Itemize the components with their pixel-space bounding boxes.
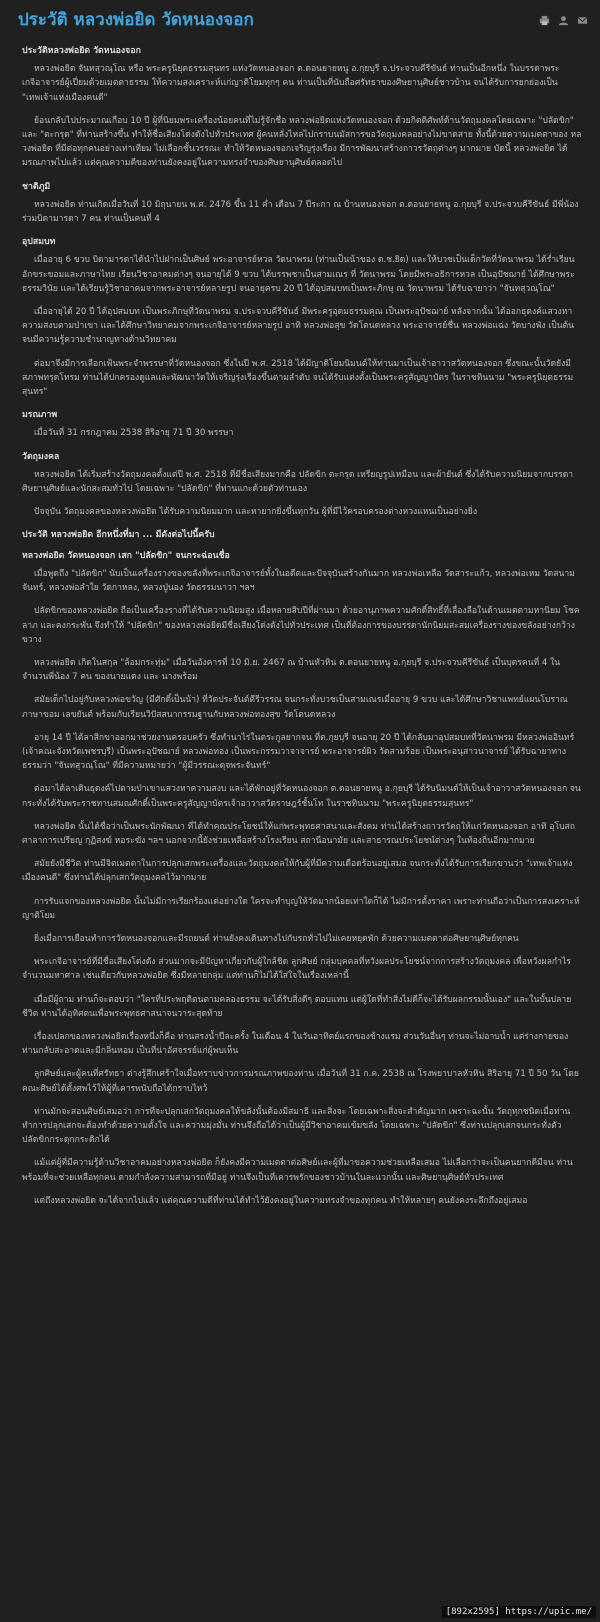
paragraph: แต่ถึงหลวงพ่อยิด จะได้จากไปแล้ว แต่คุณความดีที่ท่านได้ทำไว้ยังคงอยู่ในความทรงจำของทุกคน ทำให้หลายๆ คนยังคงระลึกถึงอยู่เสมอ [34, 1195, 528, 1206]
paragraph: เมื่อวันที่ 31 กรกฎาคม 2538 สิริอายุ 71 ปี 30 พรรษา [34, 428, 234, 439]
section-heading: ประวัติ หลวงพ่อยิด อีกหนึ่งที่มา ... มีดังต่อไปนี้ครับ [22, 530, 215, 541]
email-icon[interactable] [577, 15, 588, 26]
section-heading: ประวัติหลวงพ่อยิด วัดหนองจอก [22, 46, 141, 56]
paragraph: หลวงพ่อยิด จันทสุวณฺโณ หรือ พระครูนิยุตธรรมสุนทร แห่งวัดหนองจอก ต.ดอนยายหนู อ.กุยบุรี จ.ประจวบคีรีขันธ์ ท่านเป็นอีกหนึ่ง ในบรรดาพระเกจิอาจารย์ผู้เปี่ยมด้วยเมตตาธรรม ให้ความสงเคราะห์แก่ญาติโยมทุกๆ คน ท่านเป็นที่นับถือศรัทธาของศิษยานุศิษย์ชาวบ้าน จนได้รับการยกย่องเป็น "เทพเจ้าแห่งเมืองคนดี" [22, 64, 560, 103]
paragraph: พระเกจิอาจารย์ที่มีชื่อเสียงโด่งดัง ส่วนมากจะมีปัญหาเกี่ยวกับผู้ใกล้ชิด ลูกศิษย์ กลุ่มบุคคลที่หวังผลประโยชน์จากการสร้างวัตถุมงคล เพื่อหวังผลกำไรจำนวนมหาศาล เช่นเดียวกับหลวงพ่อยิด ซึ่งมีหลายกลุ่ม แต่ท่านก็ไม่ได้ใส่ใจในเรื่องเหล่านี้ [22, 957, 571, 982]
paragraph: ลูกศิษย์และผู้คนที่ศรัทธา ต่างรู้สึกเศร้าใจเมื่อทราบข่าวการมรณภาพของท่าน เมื่อวันที่ 31 ก.ค. 2538 ณ โรงพยาบาลหัวหิน สิริอายุ 71 ปี 50 วัน โดยคณะศิษย์ได้ตั้งศพไว้ให้ผู้ที่เคารพนับถือได้กราบไหว้ [22, 1069, 579, 1094]
paragraph: อายุ 14 ปี ได้ลาสิกขาออกมาช่วยงานครอบครัว ซึ่งทำนาไร่ในตระกูลยากจน ที่ต.กุยบุรี จนอายุ 20 ปี ได้กลับมาอุปสมบทที่วัดนาพรม มีหลวงพ่ออินทร์ (เจ้าคณะจังหวัดเพชรบุรี) เป็นพระอุปัชฌาย์ หลวงพ่อทอง เป็นพระกรรมวาจาจารย์ พระอาจารย์ผิว วัดสามร้อย เป็นพระอนุสาวนาจารย์ ได้รับฉายาทางธรรมว่า "จันทสุวณฺโณ" ที่มีความหมายว่า "ผู้มีวรรณะดุจพระจันทร์" [22, 732, 575, 772]
user-icon[interactable] [558, 15, 569, 26]
paragraph: การรับแจกของหลวงพ่อยิด นั้นไม่มีการเรียกร้องแต่อย่างใด ใครจะทำบุญให้วัดมากน้อยเท่าใดก็ได้ ไม่มีการตั้งราคา เพราะท่านถือว่าเป็นการสงเคราะห์ญาติโยม [22, 896, 580, 921]
paragraph: เรื่องเปลกของหลวงพ่อยิดเรื่องหนึ่งก็คือ ท่านสรงน้ำปีละครั้ง ในเดือน 4 ในวันอาทิตย์แรกของข้างแรม ส่วนวันอื่นๆ ท่านจะไม่อาบน้ำ แต่ร่างกายของท่านกลับสะอาดและมีกลิ่นหอม เป็นที่น่าอัศจรรย์แก่ผู้พบเห็น [22, 1031, 569, 1057]
watermark: [892x2595] https://upic.me/ [442, 1606, 596, 1618]
paragraph: หลวงพ่อยิด เกิดในสกุล "ล้อมกระทุ่ม" เมื่อวันอังคารที่ 10 มิ.ย. 2467 ณ บ้านหัวหิน ต.ดอนยายหนู อ.กุยบุรี จ.ประจวบคีรีขันธ์ เป็นบุตรคนที่ 4 ในจำนวนพี่น้อง 7 คน ของนายแดง และ นางพร้อม [22, 657, 561, 683]
paragraph: ต่อมาจึงมีการเลือกเฟ้นพระจำพรรษาที่วัดหนองจอก ซึ่งในปี พ.ศ. 2518 ได้มีญาติโยมนิมนต์ให้ท่านมาเป็นเจ้าอาวาสวัดหนองจอก ซึ่งขณะนั้นวัดยังมีสภาพทรุดโทรม ท่านได้ปกครองดูแลและพัฒนาวัดให้เจริญรุ่งเรืองขึ้นตามลำดับ จนได้รับแต่งตั้งเป็นพระครูสัญญาบัตร ในราชทินนาม "พระครูนิยุตธรรมสุนทร" [22, 358, 574, 398]
paragraph: หลวงพ่อยิด ท่านเกิดเมื่อวันที่ 10 มิถุนายน พ.ศ. 2476 ขึ้น 11 ค่ำ เดือน 7 ปีระกา ณ บ้านหนองจอก ต.ดอนยายหนู อ.กุยบุรี จ.ประจวบคีรีขันธ์ มีพี่น้องร่วมบิดามารดา 7 คน ท่านเป็นคนที่ 4 [22, 199, 579, 225]
paragraph: ปลัดขิกของหลวงพ่อยิด ถือเป็นเครื่องรางที่ได้รับความนิยมสูง เมื่อหลายสิบปีที่ผ่านมา ด้วยอานุภาพความศักดิ์สิทธิ์ที่เลื่องลือในด้านเมตตามหานิยม โชคลาภ และคงกระพัน จึงทำให้ "ปลัดขิก" ของหลวงพ่อยิดมีชื่อเสียงโด่งดังไปทั่วประเทศ เป็นที่ต้องการของบรรดานักนิยมสะสมเครื่องรางของขลังอย่างกว้างขวาง [22, 606, 580, 645]
section-heading: วัตถุมงคล [22, 451, 60, 462]
paragraph: หลวงพ่อยิด นั้นได้ชื่อว่าเป็นพระนักพัฒนา ที่ได้ทำคุณประโยชน์ให้แก่พระพุทธศาสนาและสังคม ท่านได้สร้างถาวรวัตถุให้แก่วัดหนองจอก อาทิ อุโบสถ ศาลาการเปรียญ กุฏิสงฆ์ หอระฆัง ฯลฯ นอกจากนี้ยังช่วยเหลือสร้างโรงเรียน สถานีอนามัย และสาธารณประโยชน์ต่างๆ ในท้องถิ่นอีกมากมาย [22, 821, 575, 846]
paragraph: หลวงพ่อยิด ได้เริ่มสร้างวัตถุมงคลตั้งแต่ปี พ.ศ. 2518 ที่มีชื่อเสียงมากคือ ปลัดขิก ตะกรุด เหรียญรูปเหมือน และผ้ายันต์ ซึ่งได้รับความนิยมจากบรรดาศิษยานุศิษย์และนักสะสมทั่วไป โดยเฉพาะ "ปลัดขิก" ที่ท่านแกะด้วยตัวท่านเอง [22, 469, 574, 495]
paragraph: เมื่ออายุ 6 ขวบ บิดามารดาได้นำไปฝากเป็นศิษย์ พระอาจารย์หวล วัดนาพรม (ท่านเป็นน้าของ ด.ช.ยิด) และให้บวชเป็นเด็กวัดที่วัดนาพรม ได้ร่ำเรียนอักขระขอมและภาษาไทย เรียนวิชาอาคมต่างๆ จนอายุได้ 9 ขวบ ได้บรรพชาเป็นสามเณร ที่ วัดนาพรม โดยมีพระอธิการหวล เป็นอุปัชฌาย์ ได้ศึกษาพระธรรมวินัย และได้เรียนรู้วิชาอาคมจากพระอาจารย์หลายรูป จนอายุครบ 20 ปี ได้อุปสมบทเป็นพระภิกษุ ณ วัดนาพรม ได้รับฉายาว่า "จันทสุวณฺโณ" [22, 255, 575, 294]
article-tools [539, 15, 588, 26]
page-title: ประวัติ หลวงพ่อยิด วัดหนองจอก [18, 10, 254, 30]
paragraph: เมื่อพูดถึง "ปลัดขิก" นับเป็นเครื่องรางของขลังที่พระเกจิอาจารย์ทั้งในอดีตและปัจจุบันสร้างกันมาก หลวงพ่อเหลือ วัดสาระแก้ว, หลวงพ่อเหม วัดสนามจันทร์, หลวงพ่อลำใย วัดกาหลง, หลวงปู่นอง วัดธรรมนาวา ฯลฯ [22, 568, 575, 594]
section-heading: หลวงพ่อยิด วัดหนองจอก เสก "ปลัดขิก" จนกระฉ่อนชื่อ [22, 550, 230, 561]
paragraph: เมื่ออายุได้ 20 ปี ได้อุปสมบท เป็นพระภิกษุที่วัดนาพรม จ.ประจวบคีรีขันธ์ มีพระครูอุดมธรรมคุณ เป็นพระอุปัชฌาย์ หลังจากนั้น ได้ออกธุดงค์แสวงหาความสงบตามป่าเขา และได้ศึกษาวิทยาคมจากพระเกจิอาจารย์หลายรูป อาทิ หลวงพ่อสุข วัดโตนดหลวง พระอาจารย์ชื่น หลวงพ่อแฉ่ง วัดบางพัง เป็นต้น จนมีความรู้ความชำนาญทางด้านวิทยาคม [22, 307, 575, 346]
section-heading: ชาติภูมิ [22, 181, 51, 192]
section-heading: มรณภาพ [22, 410, 58, 421]
title-bar [0, 0, 600, 34]
section-heading: อุปสมบท [22, 237, 56, 248]
paragraph: สมัยเด็กไปอยู่กับหลวงพ่อขวัญ (มีศักดิ์เป็นน้า) ที่วัดประจันต์คีรีวรรณ จนกระทั่งบวชเป็นสามเณรเมื่ออายุ 9 ขวบ และได้ศึกษาวิชาแพทย์แผนโบราณ ภาษาขอม เลขยันต์ พร้อมกับเรียนวิปัสสนากรรมฐานกับหลวงพ่อทองสุข วัดโตนดหลวง [22, 695, 568, 720]
paragraph: แม้แต่ผู้ที่มีความรู้ด้านวิชาอาคมอย่างหลวงพ่อยิด ก็ยังคงมีความเมตตาต่อศิษย์และผู้ที่มาขอความช่วยเหลือเสมอ ไม่เลือกว่าจะเป็นคนยากดีมีจน ท่านพร้อมที่จะช่วยเหลือทุกคน ตามกำลังความสามารถที่มีอยู่ ท่านจึงเป็นที่เคารพรักของชาวบ้านในละแวกนั้น และศิษยานุศิษย์ทั่วประเทศ [22, 1158, 573, 1183]
paragraph: ท่านมักจะสอนศิษย์เสมอว่า การที่จะปลุกเสกวัตถุมงคลให้ขลังนั้นต้องมีสมาธิ และสิ่งจะ โดยเฉพาะสิ่งจะสำคัญมาก เพราะฉะนั้น วัตถุทุกชนิดเมื่อท่านทำการปลุกเสกจะต้องทำด้วยความตั้งใจ และความมุ่งมั่น ท่านจึงถือได้ว่าเป็นผู้มีวิชาอาคมเข้มขลัง โดยเฉพาะ "ปลัดขิก" ซึ่งท่านปลุกเสกจนกระทั่งตัวปลัดขิกกระดุกกระดิกได้ [22, 1106, 571, 1146]
paragraph: ปัจจุบัน วัตถุมงคลของหลวงพ่อยิด ได้รับความนิยมมาก และหายากยิ่งขึ้นทุกวัน ผู้ที่มีไว้ครอบครองต่างหวงแหนเป็นอย่างยิ่ง [34, 507, 478, 518]
paragraph: ต่อมาได้ลาเดินธุดงค์ไปตามป่าเขาแสวงหาความสงบ และได้พักอยู่ที่วัดหนองจอก ต.ดอนยายหนู อ.กุยบุรี ได้รับนิมนต์ให้เป็นเจ้าอาวาสวัดหนองจอก จนกระทั่งได้รับพระราชทานสมณศักดิ์เป็นพระครูสัญญาบัตรเจ้าอาวาสวัดราษฎร์ชั้นโท ในราชทินนาม "พระครูนิยุตธรรมสุนทร" [22, 784, 581, 809]
paragraph: ย้อนกลับไปประมาณเกือบ 10 ปี ผู้ที่นิยมพระเครื่องน้อยคนที่ไม่รู้จักชื่อ หลวงพ่อยิดแห่งวัดหนองจอก ด้วยกิตติศัพท์ด้านวัตถุมงคลโดยเฉพาะ "ปลัดขิก" และ "ตะกรุด" ที่ท่านสร้างขึ้น ทำให้ชื่อเสียงโด่งดังไปทั่วประเทศ ผู้คนหลั่งไหลไปกราบนมัสการขอวัตถุมงคลอย่างไม่ขาดสาย ทั้งนี้ด้วยความเมตตาของ หลวงพ่อยิด ที่มีต่อทุกคนอย่างเท่าเทียม ไม่เลือกชั้นวรรณะ ทำให้วัดหนองจอกเจริญรุ่งเรือง มีการพัฒนาสร้างถาวรวัตถุต่างๆ มากมาย บัดนี้ หลวงพ่อยิด ได้มรณภาพไปแล้ว แต่คุณความดีของท่านยังคงอยู่ในความทรงจำของศิษยานุศิษย์ตลอดไป [22, 115, 582, 169]
paragraph: สมัยยังมีชีวิต ท่านมีจิตเมตตาในการปลุกเสกพระเครื่องและวัตถุมงคลให้กับผู้ที่มีความเดือดร้อนอยู่เสมอ จนกระทั่งได้รับการเรียกขานว่า "เทพเจ้าแห่งเมืองคนดี" ซึ่งท่านได้ปลุกเสกวัตถุมงคลไว้มากมาย [22, 859, 573, 884]
paragraph: เมื่อมีผู้ถาม ท่านก็จะตอบว่า "ใครที่ประพฤติตนตามคลองธรรม จะได้รับสิ่งดีๆ ตอบแทน แต่ผู้ใดที่ทำสิ่งไม่ดีก็จะได้รับผลกรรมนั้นเอง" และในบั้นปลายชีวิต ท่านได้อุทิศตนเพื่อพระพุทธศาสนาจนวาระสุดท้าย [22, 994, 572, 1019]
paragraph: ยิ่งเมื่อการเยือนทำการวัดหนองจอกและมีรถยนต์ ท่านยังคงเดินทางไปกับรถทั่วไปไม่เคยหยุดพัก ด้วยความเมตตาต่อศิษยานุศิษย์ทุกคน [34, 933, 519, 944]
article-body [0, 34, 600, 1208]
print-icon[interactable] [539, 15, 550, 26]
